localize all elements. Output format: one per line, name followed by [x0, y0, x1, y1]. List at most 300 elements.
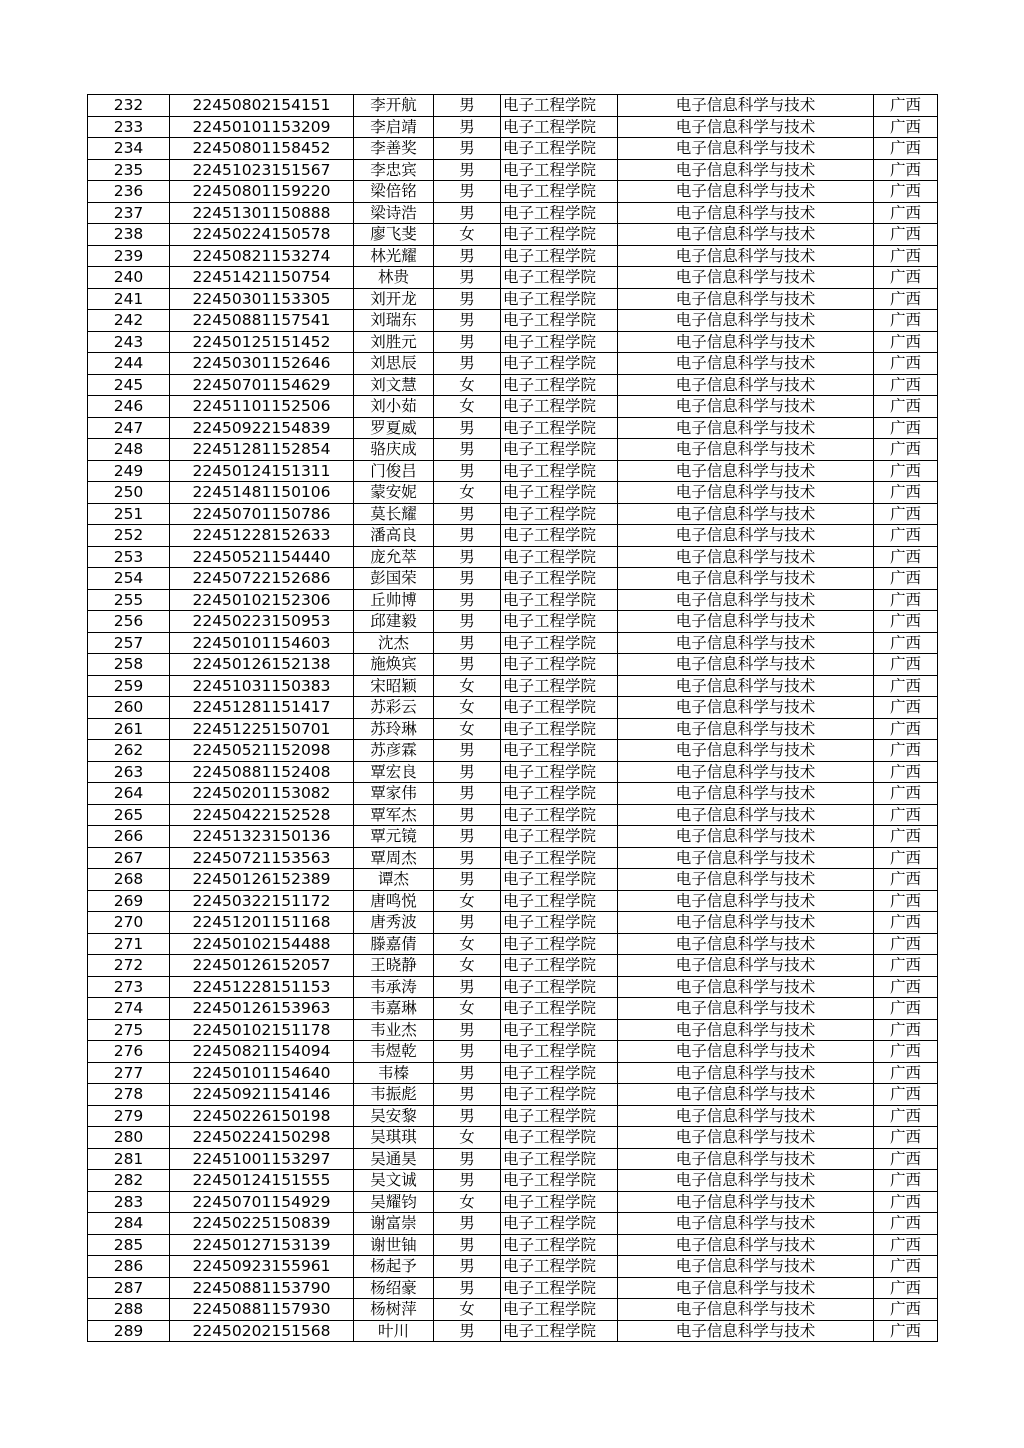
gender-cell: 女 [434, 697, 501, 719]
table-row [88, 1234, 938, 1256]
student-name-cell: 谭杰 [354, 869, 434, 891]
student-id-cell: 22450126152389 [170, 869, 354, 891]
table-row [88, 1084, 938, 1106]
gender-cell: 男 [434, 589, 501, 611]
gender-cell: 女 [434, 718, 501, 740]
major-cell: 电子信息科学与技术 [618, 1105, 874, 1127]
province-cell: 广西 [874, 138, 938, 160]
major-cell: 电子信息科学与技术 [618, 783, 874, 805]
row-index-cell: 246 [88, 396, 170, 418]
province-cell: 广西 [874, 1213, 938, 1235]
major-cell: 电子信息科学与技术 [618, 439, 874, 461]
table-row [88, 654, 938, 676]
gender-cell: 女 [434, 1299, 501, 1321]
table-row [88, 912, 938, 934]
major-cell: 电子信息科学与技术 [618, 804, 874, 826]
major-cell: 电子信息科学与技术 [618, 740, 874, 762]
row-index-cell: 240 [88, 267, 170, 289]
student-id-cell: 22450126152138 [170, 654, 354, 676]
row-index-cell: 244 [88, 353, 170, 375]
college-cell: 电子工程学院 [501, 847, 618, 869]
table-row [88, 1105, 938, 1127]
student-id-cell: 22450801159220 [170, 181, 354, 203]
gender-cell: 男 [434, 1084, 501, 1106]
province-cell: 广西 [874, 95, 938, 117]
table-row [88, 482, 938, 504]
major-cell: 电子信息科学与技术 [618, 353, 874, 375]
college-cell: 电子工程学院 [501, 95, 618, 117]
row-index-cell: 238 [88, 224, 170, 246]
table-row [88, 826, 938, 848]
student-id-cell: 22450521154440 [170, 546, 354, 568]
student-name-cell: 唐秀波 [354, 912, 434, 934]
college-cell: 电子工程学院 [501, 697, 618, 719]
table-body [88, 95, 938, 1342]
gender-cell: 男 [434, 202, 501, 224]
college-cell: 电子工程学院 [501, 224, 618, 246]
table-row [88, 1191, 938, 1213]
row-index-cell: 266 [88, 826, 170, 848]
major-cell: 电子信息科学与技术 [618, 1277, 874, 1299]
province-cell: 广西 [874, 955, 938, 977]
province-cell: 广西 [874, 847, 938, 869]
table-row [88, 998, 938, 1020]
college-cell: 电子工程学院 [501, 1213, 618, 1235]
student-id-cell: 22450224150298 [170, 1127, 354, 1149]
student-id-cell: 22451031150383 [170, 675, 354, 697]
major-cell: 电子信息科学与技术 [618, 331, 874, 353]
row-index-cell: 249 [88, 460, 170, 482]
gender-cell: 女 [434, 890, 501, 912]
table-row [88, 224, 938, 246]
college-cell: 电子工程学院 [501, 1256, 618, 1278]
gender-cell: 女 [434, 933, 501, 955]
student-name-cell: 韦嘉琳 [354, 998, 434, 1020]
student-id-cell: 22450124151555 [170, 1170, 354, 1192]
student-id-cell: 22451281152854 [170, 439, 354, 461]
student-id-cell: 22450821154094 [170, 1041, 354, 1063]
student-id-cell: 22450225150839 [170, 1213, 354, 1235]
college-cell: 电子工程学院 [501, 869, 618, 891]
row-index-cell: 241 [88, 288, 170, 310]
row-index-cell: 287 [88, 1277, 170, 1299]
college-cell: 电子工程学院 [501, 1299, 618, 1321]
table-row [88, 675, 938, 697]
student-name-cell: 苏彦霖 [354, 740, 434, 762]
row-index-cell: 289 [88, 1320, 170, 1342]
table-row [88, 1127, 938, 1149]
row-index-cell: 245 [88, 374, 170, 396]
row-index-cell: 278 [88, 1084, 170, 1106]
gender-cell: 男 [434, 1170, 501, 1192]
college-cell: 电子工程学院 [501, 374, 618, 396]
table-row [88, 718, 938, 740]
college-cell: 电子工程学院 [501, 546, 618, 568]
student-name-cell: 覃军杰 [354, 804, 434, 826]
table-row [88, 697, 938, 719]
student-id-cell: 22450701154929 [170, 1191, 354, 1213]
row-index-cell: 265 [88, 804, 170, 826]
province-cell: 广西 [874, 1277, 938, 1299]
row-index-cell: 234 [88, 138, 170, 160]
province-cell: 广西 [874, 1191, 938, 1213]
province-cell: 广西 [874, 1148, 938, 1170]
student-id-cell: 22450125151452 [170, 331, 354, 353]
province-cell: 广西 [874, 310, 938, 332]
college-cell: 电子工程学院 [501, 353, 618, 375]
table-row [88, 1277, 938, 1299]
major-cell: 电子信息科学与技术 [618, 95, 874, 117]
student-name-cell: 唐鸣悦 [354, 890, 434, 912]
province-cell: 广西 [874, 396, 938, 418]
province-cell: 广西 [874, 869, 938, 891]
table-row [88, 138, 938, 160]
major-cell: 电子信息科学与技术 [618, 1213, 874, 1235]
major-cell: 电子信息科学与技术 [618, 202, 874, 224]
major-cell: 电子信息科学与技术 [618, 288, 874, 310]
row-index-cell: 264 [88, 783, 170, 805]
student-name-cell: 吴琪琪 [354, 1127, 434, 1149]
table-row [88, 761, 938, 783]
major-cell: 电子信息科学与技术 [618, 847, 874, 869]
student-name-cell: 邱建毅 [354, 611, 434, 633]
major-cell: 电子信息科学与技术 [618, 890, 874, 912]
table-row [88, 525, 938, 547]
province-cell: 广西 [874, 417, 938, 439]
student-name-cell: 刘思辰 [354, 353, 434, 375]
major-cell: 电子信息科学与技术 [618, 1170, 874, 1192]
college-cell: 电子工程学院 [501, 890, 618, 912]
table-row [88, 933, 938, 955]
gender-cell: 男 [434, 267, 501, 289]
student-name-cell: 梁倍铭 [354, 181, 434, 203]
table-row [88, 310, 938, 332]
province-cell: 广西 [874, 245, 938, 267]
student-name-cell: 丘帅博 [354, 589, 434, 611]
college-cell: 电子工程学院 [501, 460, 618, 482]
table-row [88, 546, 938, 568]
gender-cell: 男 [434, 568, 501, 590]
row-index-cell: 235 [88, 159, 170, 181]
row-index-cell: 237 [88, 202, 170, 224]
table-row [88, 288, 938, 310]
row-index-cell: 274 [88, 998, 170, 1020]
table-row [88, 1320, 938, 1342]
province-cell: 广西 [874, 675, 938, 697]
row-index-cell: 283 [88, 1191, 170, 1213]
college-cell: 电子工程学院 [501, 675, 618, 697]
college-cell: 电子工程学院 [501, 998, 618, 1020]
student-id-cell: 22450226150198 [170, 1105, 354, 1127]
college-cell: 电子工程学院 [501, 1320, 618, 1342]
province-cell: 广西 [874, 804, 938, 826]
major-cell: 电子信息科学与技术 [618, 482, 874, 504]
table-row [88, 847, 938, 869]
major-cell: 电子信息科学与技术 [618, 503, 874, 525]
student-name-cell: 杨起予 [354, 1256, 434, 1278]
college-cell: 电子工程学院 [501, 1062, 618, 1084]
province-cell: 广西 [874, 1062, 938, 1084]
student-name-cell: 门俊吕 [354, 460, 434, 482]
student-name-cell: 韦榛 [354, 1062, 434, 1084]
gender-cell: 男 [434, 783, 501, 805]
major-cell: 电子信息科学与技术 [618, 138, 874, 160]
student-name-cell: 韦承涛 [354, 976, 434, 998]
province-cell: 广西 [874, 761, 938, 783]
row-index-cell: 251 [88, 503, 170, 525]
row-index-cell: 285 [88, 1234, 170, 1256]
province-cell: 广西 [874, 1170, 938, 1192]
row-index-cell: 242 [88, 310, 170, 332]
province-cell: 广西 [874, 976, 938, 998]
major-cell: 电子信息科学与技术 [618, 546, 874, 568]
gender-cell: 女 [434, 1191, 501, 1213]
gender-cell: 男 [434, 1062, 501, 1084]
student-id-cell: 22450922154839 [170, 417, 354, 439]
major-cell: 电子信息科学与技术 [618, 589, 874, 611]
student-name-cell: 杨绍豪 [354, 1277, 434, 1299]
province-cell: 广西 [874, 1084, 938, 1106]
table-row [88, 1148, 938, 1170]
college-cell: 电子工程学院 [501, 116, 618, 138]
gender-cell: 女 [434, 396, 501, 418]
gender-cell: 男 [434, 181, 501, 203]
major-cell: 电子信息科学与技术 [618, 568, 874, 590]
student-id-cell: 22451421150754 [170, 267, 354, 289]
province-cell: 广西 [874, 374, 938, 396]
student-id-cell: 22450521152098 [170, 740, 354, 762]
major-cell: 电子信息科学与技术 [618, 1127, 874, 1149]
row-index-cell: 248 [88, 439, 170, 461]
student-name-cell: 刘开龙 [354, 288, 434, 310]
province-cell: 广西 [874, 826, 938, 848]
province-cell: 广西 [874, 439, 938, 461]
gender-cell: 男 [434, 1105, 501, 1127]
row-index-cell: 279 [88, 1105, 170, 1127]
table-row [88, 245, 938, 267]
student-name-cell: 林光耀 [354, 245, 434, 267]
major-cell: 电子信息科学与技术 [618, 1019, 874, 1041]
province-cell: 广西 [874, 611, 938, 633]
major-cell: 电子信息科学与技术 [618, 869, 874, 891]
gender-cell: 女 [434, 998, 501, 1020]
major-cell: 电子信息科学与技术 [618, 976, 874, 998]
college-cell: 电子工程学院 [501, 1084, 618, 1106]
gender-cell: 女 [434, 1127, 501, 1149]
student-name-cell: 梁诗浩 [354, 202, 434, 224]
student-name-cell: 谢富崇 [354, 1213, 434, 1235]
student-id-cell: 22450202151568 [170, 1320, 354, 1342]
row-index-cell: 268 [88, 869, 170, 891]
row-index-cell: 272 [88, 955, 170, 977]
student-id-cell: 22450101154603 [170, 632, 354, 654]
gender-cell: 男 [434, 1256, 501, 1278]
college-cell: 电子工程学院 [501, 267, 618, 289]
row-index-cell: 261 [88, 718, 170, 740]
student-id-cell: 22450881152408 [170, 761, 354, 783]
table-row [88, 955, 938, 977]
province-cell: 广西 [874, 1019, 938, 1041]
student-id-cell: 22451225150701 [170, 718, 354, 740]
college-cell: 电子工程学院 [501, 1105, 618, 1127]
major-cell: 电子信息科学与技术 [618, 1320, 874, 1342]
student-id-cell: 22451201151168 [170, 912, 354, 934]
row-index-cell: 282 [88, 1170, 170, 1192]
student-name-cell: 宋昭颖 [354, 675, 434, 697]
province-cell: 广西 [874, 116, 938, 138]
province-cell: 广西 [874, 998, 938, 1020]
major-cell: 电子信息科学与技术 [618, 912, 874, 934]
gender-cell: 男 [434, 546, 501, 568]
student-name-cell: 韦业杰 [354, 1019, 434, 1041]
college-cell: 电子工程学院 [501, 331, 618, 353]
gender-cell: 男 [434, 912, 501, 934]
student-id-cell: 22450802154151 [170, 95, 354, 117]
student-name-cell: 李忠宾 [354, 159, 434, 181]
gender-cell: 男 [434, 525, 501, 547]
row-index-cell: 271 [88, 933, 170, 955]
row-index-cell: 252 [88, 525, 170, 547]
student-id-cell: 22450422152528 [170, 804, 354, 826]
province-cell: 广西 [874, 740, 938, 762]
province-cell: 广西 [874, 718, 938, 740]
row-index-cell: 288 [88, 1299, 170, 1321]
student-id-cell: 22450923155961 [170, 1256, 354, 1278]
student-name-cell: 刘胜元 [354, 331, 434, 353]
gender-cell: 男 [434, 1213, 501, 1235]
gender-cell: 男 [434, 1277, 501, 1299]
college-cell: 电子工程学院 [501, 1148, 618, 1170]
table-row [88, 159, 938, 181]
table-row [88, 890, 938, 912]
province-cell: 广西 [874, 1256, 938, 1278]
province-cell: 广西 [874, 159, 938, 181]
student-name-cell: 覃元镜 [354, 826, 434, 848]
table-row [88, 1062, 938, 1084]
college-cell: 电子工程学院 [501, 1277, 618, 1299]
student-name-cell: 刘文慧 [354, 374, 434, 396]
student-name-cell: 骆庆成 [354, 439, 434, 461]
gender-cell: 男 [434, 95, 501, 117]
table-row [88, 417, 938, 439]
student-name-cell: 李善奖 [354, 138, 434, 160]
student-id-cell: 22450126153963 [170, 998, 354, 1020]
table-row [88, 869, 938, 891]
college-cell: 电子工程学院 [501, 761, 618, 783]
major-cell: 电子信息科学与技术 [618, 267, 874, 289]
table-row [88, 95, 938, 117]
table-row [88, 783, 938, 805]
row-index-cell: 258 [88, 654, 170, 676]
row-index-cell: 284 [88, 1213, 170, 1235]
college-cell: 电子工程学院 [501, 310, 618, 332]
gender-cell: 男 [434, 804, 501, 826]
province-cell: 广西 [874, 181, 938, 203]
student-id-cell: 22450721153563 [170, 847, 354, 869]
gender-cell: 男 [434, 1234, 501, 1256]
college-cell: 电子工程学院 [501, 740, 618, 762]
student-name-cell: 林贵 [354, 267, 434, 289]
row-index-cell: 233 [88, 116, 170, 138]
row-index-cell: 281 [88, 1148, 170, 1170]
table-row [88, 202, 938, 224]
major-cell: 电子信息科学与技术 [618, 998, 874, 1020]
province-cell: 广西 [874, 890, 938, 912]
major-cell: 电子信息科学与技术 [618, 1041, 874, 1063]
province-cell: 广西 [874, 460, 938, 482]
row-index-cell: 263 [88, 761, 170, 783]
table-row [88, 267, 938, 289]
college-cell: 电子工程学院 [501, 1127, 618, 1149]
province-cell: 广西 [874, 546, 938, 568]
student-name-cell: 彭国荣 [354, 568, 434, 590]
province-cell: 广西 [874, 1320, 938, 1342]
student-name-cell: 莫长耀 [354, 503, 434, 525]
table-row [88, 976, 938, 998]
student-name-cell: 覃家伟 [354, 783, 434, 805]
gender-cell: 男 [434, 869, 501, 891]
table-row [88, 1299, 938, 1321]
student-name-cell: 谢世铀 [354, 1234, 434, 1256]
student-id-cell: 22451281151417 [170, 697, 354, 719]
row-index-cell: 259 [88, 675, 170, 697]
gender-cell: 男 [434, 503, 501, 525]
student-id-cell: 22451228152633 [170, 525, 354, 547]
student-id-cell: 22450301152646 [170, 353, 354, 375]
college-cell: 电子工程学院 [501, 417, 618, 439]
college-cell: 电子工程学院 [501, 718, 618, 740]
table-row [88, 1256, 938, 1278]
row-index-cell: 273 [88, 976, 170, 998]
student-id-cell: 22450881157541 [170, 310, 354, 332]
college-cell: 电子工程学院 [501, 1041, 618, 1063]
province-cell: 广西 [874, 632, 938, 654]
student-name-cell: 潘高良 [354, 525, 434, 547]
major-cell: 电子信息科学与技术 [618, 1148, 874, 1170]
college-cell: 电子工程学院 [501, 783, 618, 805]
college-cell: 电子工程学院 [501, 138, 618, 160]
row-index-cell: 236 [88, 181, 170, 203]
gender-cell: 男 [434, 138, 501, 160]
major-cell: 电子信息科学与技术 [618, 1234, 874, 1256]
student-name-cell: 李开航 [354, 95, 434, 117]
student-name-cell: 苏彩云 [354, 697, 434, 719]
gender-cell: 男 [434, 439, 501, 461]
province-cell: 广西 [874, 1041, 938, 1063]
student-name-cell: 覃周杰 [354, 847, 434, 869]
gender-cell: 男 [434, 740, 501, 762]
major-cell: 电子信息科学与技术 [618, 761, 874, 783]
major-cell: 电子信息科学与技术 [618, 632, 874, 654]
gender-cell: 男 [434, 417, 501, 439]
student-id-cell: 22450881157930 [170, 1299, 354, 1321]
table-row [88, 804, 938, 826]
student-id-cell: 22451001153297 [170, 1148, 354, 1170]
gender-cell: 女 [434, 675, 501, 697]
student-name-cell: 廖飞斐 [354, 224, 434, 246]
student-id-cell: 22451323150136 [170, 826, 354, 848]
student-name-cell: 韦煜乾 [354, 1041, 434, 1063]
student-name-cell: 滕嘉倩 [354, 933, 434, 955]
row-index-cell: 243 [88, 331, 170, 353]
major-cell: 电子信息科学与技术 [618, 1084, 874, 1106]
row-index-cell: 276 [88, 1041, 170, 1063]
row-index-cell: 232 [88, 95, 170, 117]
gender-cell: 男 [434, 353, 501, 375]
province-cell: 广西 [874, 503, 938, 525]
student-id-cell: 22450722152686 [170, 568, 354, 590]
gender-cell: 男 [434, 1041, 501, 1063]
